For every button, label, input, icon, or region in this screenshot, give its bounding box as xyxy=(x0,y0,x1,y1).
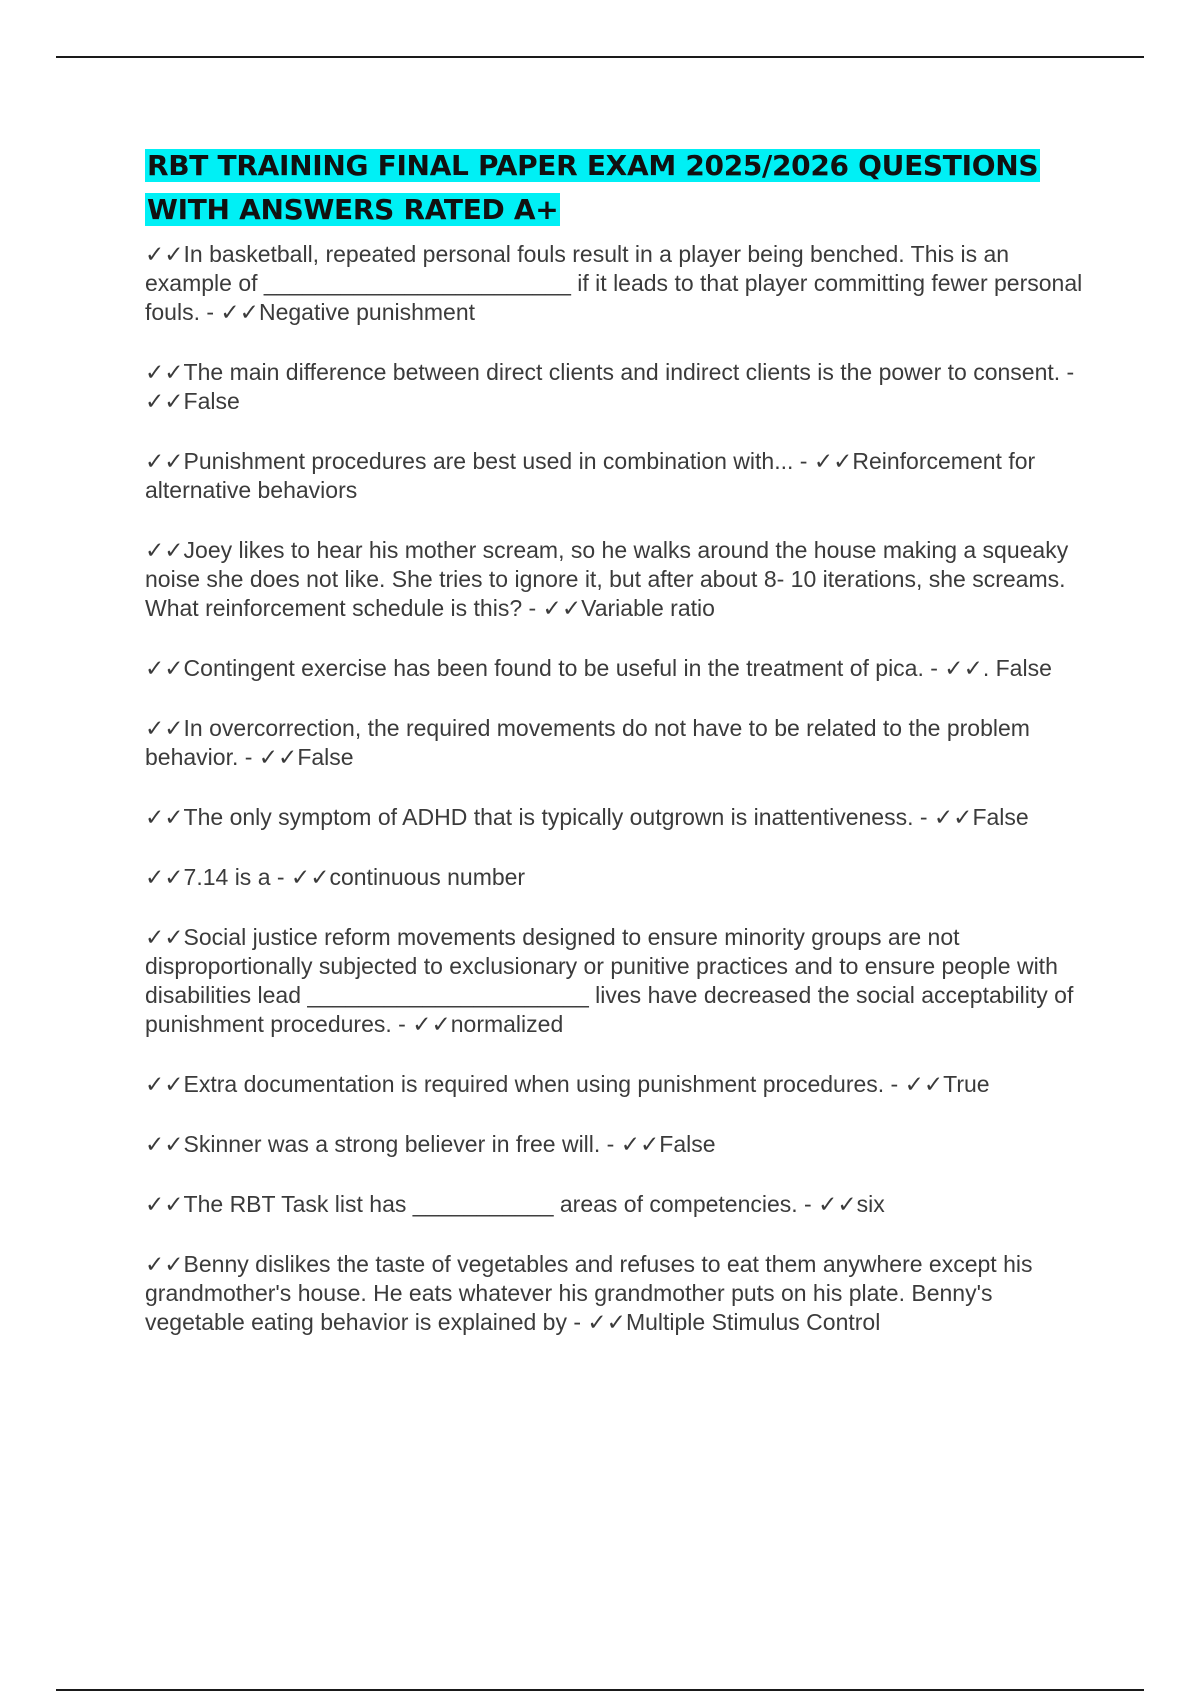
question-item: ✓✓The main difference between direct clients and indirect clients is the power to consent. - ✓✓False xyxy=(145,359,1075,414)
top-divider xyxy=(56,56,1144,58)
question-item: ✓✓Joey likes to hear his mother scream, so he walks around the house making a squeaky noise she does not like. She tries to ignore it, but after about 8- 10 iterations, she screams. What reinforcement schedule is this? - ✓✓Variable ratio xyxy=(145,537,1069,621)
bottom-divider xyxy=(56,1689,1144,1691)
document-body xyxy=(145,144,1085,1368)
question-item: ✓✓Extra documentation is required when using punishment procedures. - ✓✓True xyxy=(145,1071,990,1097)
document-title: RBT TRAINING FINAL PAPER EXAM 2025/2026 QUESTIONS WITH ANSWERS RATED A+ xyxy=(147,149,1039,226)
question-item: ✓✓Benny dislikes the taste of vegetables and refuses to eat them anywhere except his grandmother's house. He eats whatever his grandmother puts on his plate. Benny's vegetable eating behavior is explained by - ✓✓Multiple Stimulus Control xyxy=(145,1251,1033,1335)
question-item: ✓✓Social justice reform movements designed to ensure minority groups are not disproportionally subjected to exclusionary or punitive practices and to ensure people with disabilities lead ______________________ lives have decreased the social acceptability of punishment procedures. - ✓✓normalized xyxy=(145,924,1074,1037)
question-item: ✓✓Punishment procedures are best used in combination with... - ✓✓Reinforcement for alternative behaviors xyxy=(145,448,1036,503)
question-item: ✓✓In basketball, repeated personal fouls result in a player being benched. This is an example of ________________________ if it leads to that player committing fewer personal fouls. - ✓✓Negative punishment xyxy=(145,241,1083,325)
question-item: ✓✓In overcorrection, the required movements do not have to be related to the problem behavior. - ✓✓False xyxy=(145,715,1030,770)
question-item: ✓✓7.14 is a - ✓✓continuous number xyxy=(145,864,526,890)
question-item: ✓✓The RBT Task list has ___________ areas of competencies. - ✓✓six xyxy=(145,1191,885,1217)
question-item: ✓✓The only symptom of ADHD that is typically outgrown is inattentiveness. - ✓✓False xyxy=(145,804,1029,830)
question-item: ✓✓Skinner was a strong believer in free will. - ✓✓False xyxy=(145,1131,716,1157)
question-item: ✓✓Contingent exercise has been found to be useful in the treatment of pica. - ✓✓. False xyxy=(145,655,1052,681)
question-list xyxy=(145,240,1085,1337)
